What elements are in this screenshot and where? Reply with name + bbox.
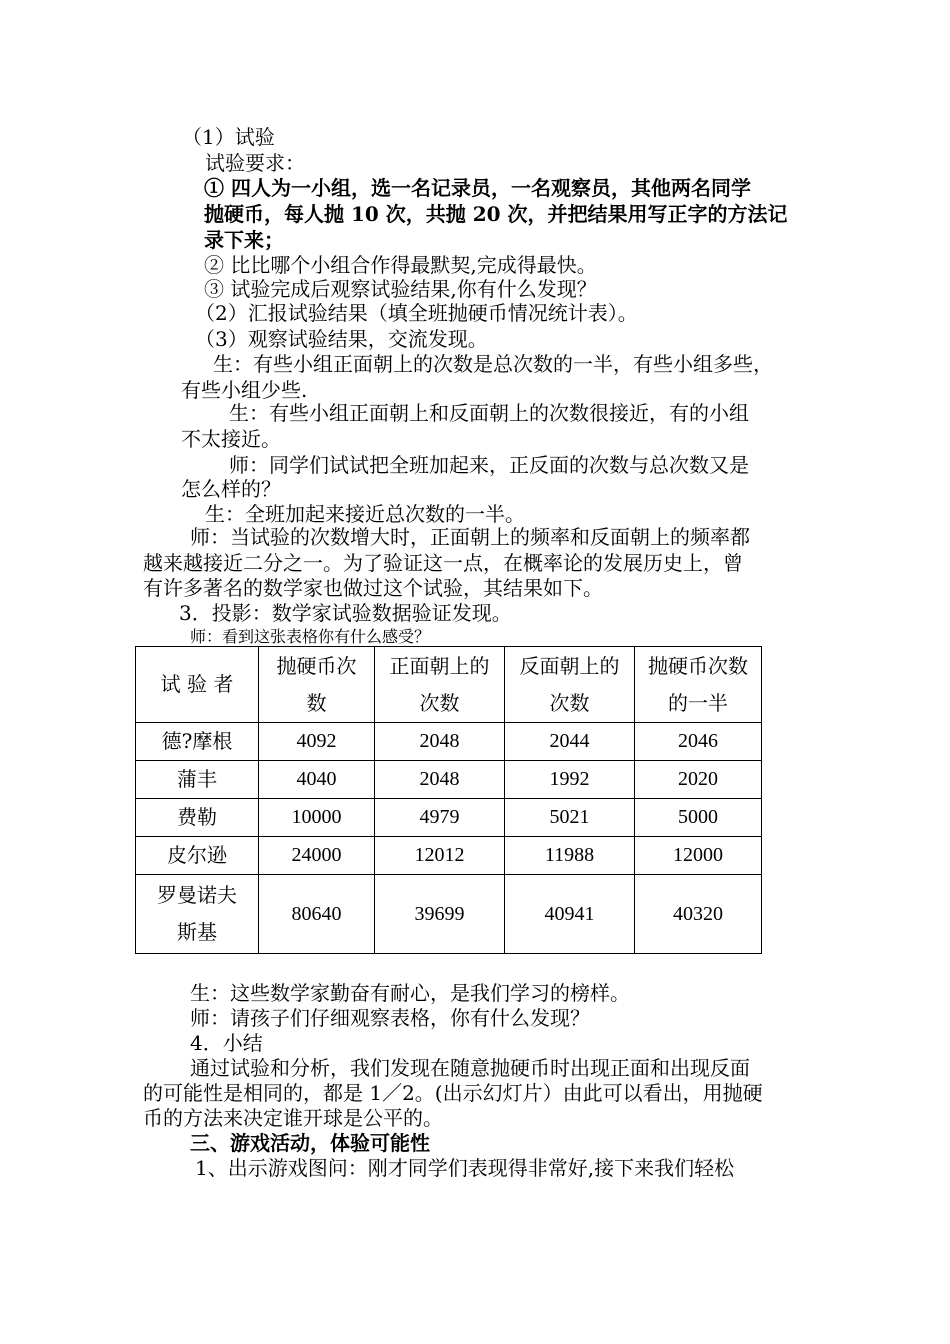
total-tosses-cell: 4092 bbox=[259, 723, 375, 761]
heads-cell: 2048 bbox=[375, 761, 505, 799]
student-reply-2-line-2: 不太接近。 bbox=[181, 427, 281, 451]
trial-heading: （1）试验 bbox=[182, 125, 275, 149]
student-reply-4: 生：这些数学家勤奋有耐心，是我们学习的榜样。 bbox=[190, 981, 630, 1005]
total-tosses-cell: 80640 bbox=[259, 875, 375, 954]
table-row bbox=[136, 837, 762, 875]
requirement-1-line-3: 录下来； bbox=[204, 228, 284, 252]
half-cell: 2020 bbox=[635, 761, 762, 799]
header-heads-count: 正面朝上的 次数 bbox=[375, 647, 505, 723]
heads-cell: 39699 bbox=[375, 875, 505, 954]
tails-cell: 40941 bbox=[505, 875, 635, 954]
report-results-step: （2）汇报试验结果（填全班抛硬币情况统计表）。 bbox=[195, 301, 638, 325]
table-row bbox=[136, 799, 762, 837]
half-cell: 12000 bbox=[635, 837, 762, 875]
half-cell: 2046 bbox=[635, 723, 762, 761]
teacher-prompt-1-line-2: 怎么样的？ bbox=[181, 477, 281, 501]
total-tosses-cell: 4040 bbox=[259, 761, 375, 799]
header-half-tosses: 抛硬币次数 的一半 bbox=[635, 647, 762, 723]
student-reply-2-line-1: 生：有些小组正面朝上和反面朝上的次数很接近，有的小组 bbox=[229, 401, 749, 425]
requirement-2: ② 比比哪个小组合作得最默契,完成得最快。 bbox=[204, 253, 597, 277]
teacher-prompt-2: 师：请孩子们仔细观察表格，你有什么发现？ bbox=[190, 1006, 590, 1030]
heads-cell: 12012 bbox=[375, 837, 505, 875]
summary-line-2: 的可能性是相同的，都是 1／2。(出示幻灯片）由此可以看出，用抛硬 bbox=[143, 1081, 763, 1105]
trial-requirements-label: 试验要求： bbox=[205, 151, 305, 175]
table-row bbox=[136, 723, 762, 761]
teacher-explanation-line-3: 有许多著名的数学家也做过这个试验，其结果如下。 bbox=[143, 576, 603, 600]
game-intro-line: 1、出示游戏图问：刚才同学们表现得非常好,接下来我们轻松 bbox=[195, 1156, 735, 1180]
total-tosses-cell: 24000 bbox=[259, 837, 375, 875]
teacher-explanation-line-2: 越来越接近二分之一。为了验证这一点，在概率论的发展历史上，曾 bbox=[143, 551, 743, 575]
tails-cell: 11988 bbox=[505, 837, 635, 875]
section-3-heading: 三、游戏活动，体验可能性 bbox=[190, 1131, 430, 1155]
summary-line-1: 通过试验和分析，我们发现在随意抛硬币时出现正面和出现反面 bbox=[190, 1056, 750, 1080]
summary-line-3: 币的方法来决定谁开球是公平的。 bbox=[143, 1106, 443, 1130]
student-reply-1-line-2: 有些小组少些. bbox=[181, 378, 308, 402]
summary-heading: 4．小结 bbox=[190, 1031, 263, 1055]
coin-toss-data-table bbox=[135, 646, 762, 954]
total-tosses-cell: 10000 bbox=[259, 799, 375, 837]
requirement-1-line-1: ① 四人为一小组，选一名记录员，一名观察员，其他两名同学 bbox=[204, 176, 751, 200]
table-row bbox=[136, 875, 762, 954]
tails-cell: 2044 bbox=[505, 723, 635, 761]
experimenter-name: 费勒 bbox=[136, 799, 259, 837]
experimenter-name: 蒲丰 bbox=[136, 761, 259, 799]
header-tails-count: 反面朝上的 次数 bbox=[505, 647, 635, 723]
teacher-prompt-1-line-1: 师：同学们试试把全班加起来，正反面的次数与总次数又是 bbox=[229, 453, 749, 477]
half-cell: 40320 bbox=[635, 875, 762, 954]
projection-step: 3．投影：数学家试验数据验证发现。 bbox=[179, 601, 512, 625]
observe-results-step: （3）观察试验结果，交流发现。 bbox=[195, 327, 488, 351]
teacher-explanation-line-1: 师：当试验的次数增大时，正面朝上的频率和反面朝上的频率都 bbox=[190, 525, 750, 549]
teacher-question-table: 师：看到这张表格你有什么感受？ bbox=[190, 627, 431, 646]
header-experimenter: 试 验 者 bbox=[136, 647, 259, 723]
requirement-1-line-2: 抛硬币，每人抛 10 次，共抛 20 次，并把结果用写正字的方法记 bbox=[204, 202, 788, 226]
heads-cell: 4979 bbox=[375, 799, 505, 837]
tails-cell: 5021 bbox=[505, 799, 635, 837]
table-row bbox=[136, 761, 762, 799]
header-total-tosses: 抛硬币次 数 bbox=[259, 647, 375, 723]
table-header-row bbox=[136, 647, 762, 723]
student-reply-3: 生：全班加起来接近总次数的一半。 bbox=[205, 502, 525, 526]
experimenter-name: 罗曼诺夫 斯基 bbox=[136, 875, 259, 954]
half-cell: 5000 bbox=[635, 799, 762, 837]
experimenter-name: 德?摩根 bbox=[136, 723, 259, 761]
student-reply-1-line-1: 生：有些小组正面朝上的次数是总次数的一半，有些小组多些， bbox=[213, 352, 773, 376]
heads-cell: 2048 bbox=[375, 723, 505, 761]
tails-cell: 1992 bbox=[505, 761, 635, 799]
requirement-3: ③ 试验完成后观察试验结果,你有什么发现？ bbox=[204, 277, 597, 301]
experimenter-name: 皮尔逊 bbox=[136, 837, 259, 875]
